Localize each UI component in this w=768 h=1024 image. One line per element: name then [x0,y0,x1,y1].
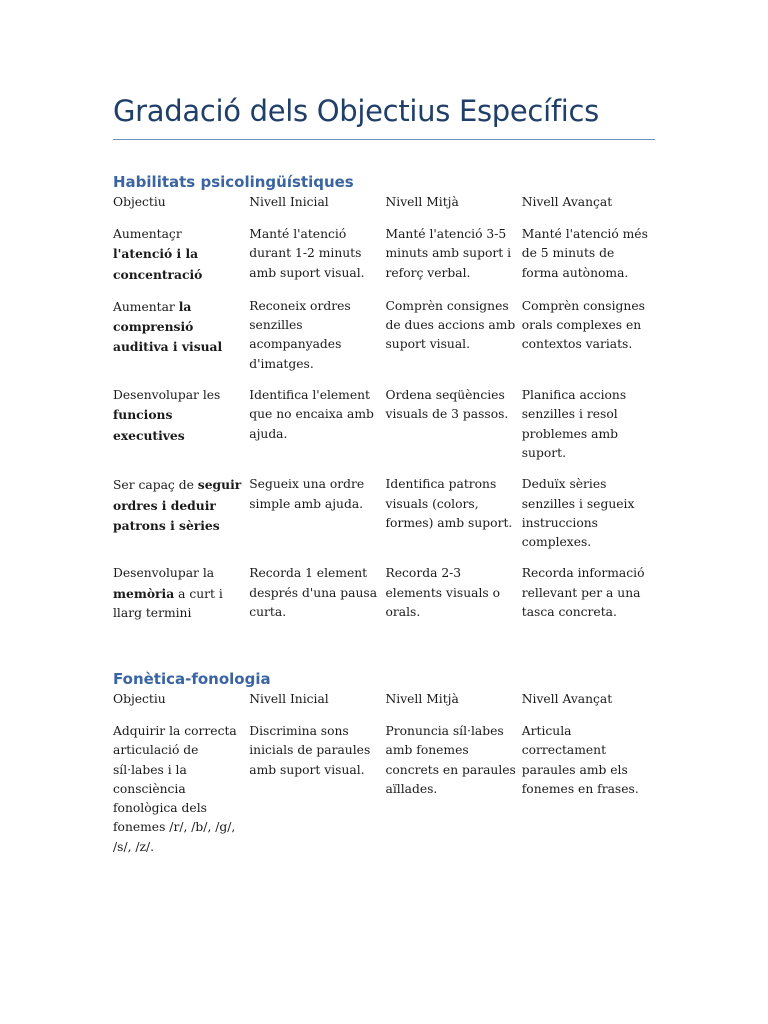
level-mitja-cell: Identifica patrons visuals (colors, formes) amb suport. [385,477,513,530]
header-nivell-inicial: Nivell Inicial [249,692,329,706]
header-objectiu: Objectiu [113,692,166,706]
level-mitja-cell: Manté l'atenció 3-5 minuts amb suport i reforç verbal. [385,227,512,280]
table-row [113,386,658,475]
level-inicial-cell: Recorda 1 element després d'una pausa curta. [249,566,378,620]
section-heading: Habilitats psicolingüístiques [113,173,354,191]
table-row [113,297,658,386]
table-header-row [113,193,658,225]
objective-cell: Aumentar la comprensió auditiva i visual [113,298,223,355]
table-header-row [113,690,658,722]
section-habilitats [113,171,658,635]
level-avancat-cell: Manté l'atenció més de 5 minuts de forma autònoma. [521,227,648,280]
document-title: Gradació dels Objectius Específics [113,94,599,128]
table-row [113,564,658,635]
level-inicial-cell: Segueix una ordre simple amb ajuda. [249,477,365,511]
objectives-table [113,193,658,635]
title-underline [113,139,655,140]
section-heading: Fonètica-fonologia [113,670,271,688]
objective-cell: Adquirir la correcta articulació de síl·labes i la consciència fonològica dels fonemes /r/, /b/, /g/, /s/, /z/. [113,724,237,854]
level-mitja-cell: Recorda 2-3 elements visuals o orals. [385,566,501,620]
level-avancat-cell: Articula correctament paraules amb els fonemes en frases. [521,724,639,796]
level-inicial-cell: Manté l'atenció durant 1-2 minuts amb suport visual. [249,227,365,280]
header-nivell-mitja: Nivell Mitjà [385,195,459,209]
level-mitja-cell: Comprèn consignes de dues accions amb suport visual. [385,298,516,352]
level-avancat-cell: Recorda informació rellevant per a una tasca concreta. [521,566,645,620]
level-avancat-cell: Comprèn consignes orals complexes en contextos variats. [521,298,645,352]
objective-cell: Ser capaç de seguir ordres i deduir patrons i sèries [113,477,242,533]
table-row [113,475,658,564]
header-nivell-inicial: Nivell Inicial [249,195,329,209]
table-row [113,722,658,869]
section-fonetica [113,668,658,869]
level-inicial-cell: Discrimina sons inicials de paraules amb suport visual. [249,724,371,777]
header-nivell-avancat: Nivell Avançat [521,692,613,706]
header-nivell-avancat: Nivell Avançat [521,195,613,209]
level-mitja-cell: Pronuncia síl·labes amb fonemes concrets en paraules aïllades. [385,724,516,796]
level-avancat-cell: Deduïx sèries senzilles i segueix instruccions complexes. [521,477,635,550]
level-inicial-cell: Identifica l'element que no encaixa amb ajuda. [249,388,374,441]
objectives-table [113,690,658,869]
header-objectiu: Objectiu [113,195,166,209]
level-avancat-cell: Planifica accions senzilles i resol problemes amb suport. [521,388,627,460]
table-row [113,225,658,297]
objective-cell: Aumentaçr l'atenció i la concentració [113,227,203,282]
level-mitja-cell: Ordena seqüències visuals de 3 passos. [385,388,509,422]
header-nivell-mitja: Nivell Mitjà [385,692,459,706]
objective-cell: Desenvolupar la memòria a curt i llarg termini [113,566,223,621]
level-inicial-cell: Reconeix ordres senzilles acompanyades d'imatges. [249,298,351,371]
objective-cell: Desenvolupar les funcions executives [113,388,221,443]
